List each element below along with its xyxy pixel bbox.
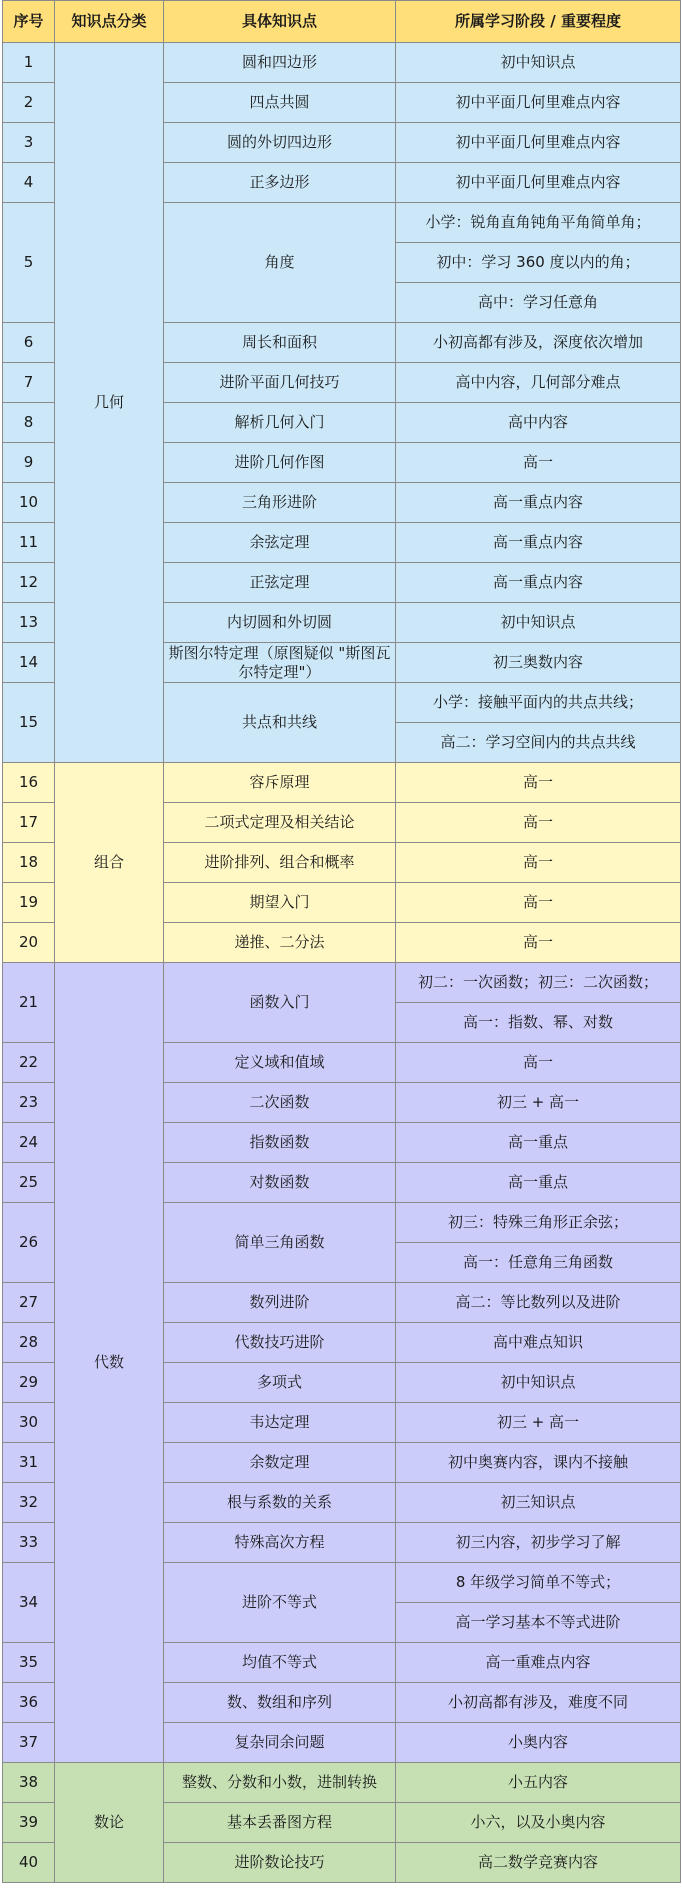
stage-cell: 初三 + 高一: [396, 1403, 681, 1443]
topic-cell: 圆的外切四边形: [164, 123, 396, 163]
topic-cell: 定义域和值域: [164, 1043, 396, 1083]
knowledge-point-table: [2, 0, 681, 1883]
row-number: 29: [3, 1363, 55, 1403]
category-cell: 组合: [55, 763, 164, 963]
topic-cell: 期望入门: [164, 883, 396, 923]
topic-cell: 进阶数论技巧: [164, 1843, 396, 1883]
row-number: 4: [3, 163, 55, 203]
topic-cell: 余弦定理: [164, 523, 396, 563]
row-number: 5: [3, 203, 55, 323]
row-number: 27: [3, 1283, 55, 1323]
stage-cell: 初中知识点: [396, 603, 681, 643]
row-number: 2: [3, 83, 55, 123]
topic-cell: 指数函数: [164, 1123, 396, 1163]
stage-cell: 高中难点知识: [396, 1323, 681, 1363]
header-stage: 所属学习阶段 / 重要程度: [396, 1, 681, 43]
stage-cell: 初三：特殊三角形正余弦；: [396, 1203, 681, 1243]
table-row: [3, 963, 681, 1003]
row-number: 31: [3, 1443, 55, 1483]
stage-cell: 初二：一次函数；初三：二次函数；: [396, 963, 681, 1003]
row-number: 22: [3, 1043, 55, 1083]
row-number: 3: [3, 123, 55, 163]
stage-cell: 高一: [396, 843, 681, 883]
stage-cell: 小学：锐角直角钝角平角简单角；: [396, 203, 681, 243]
stage-cell: 高中内容: [396, 403, 681, 443]
stage-cell: 初中奥赛内容，课内不接触: [396, 1443, 681, 1483]
category-cell: 几何: [55, 43, 164, 763]
topic-cell: 角度: [164, 203, 396, 323]
stage-cell: 高二数学竞赛内容: [396, 1843, 681, 1883]
topic-cell: 简单三角函数: [164, 1203, 396, 1283]
stage-cell: 高一重点内容: [396, 523, 681, 563]
stage-cell: 初三奥数内容: [396, 643, 681, 683]
row-number: 35: [3, 1643, 55, 1683]
stage-cell: 初中平面几何里难点内容: [396, 83, 681, 123]
header-row: [3, 1, 681, 43]
topic-cell: 二次函数: [164, 1083, 396, 1123]
row-number: 12: [3, 563, 55, 603]
row-number: 17: [3, 803, 55, 843]
stage-cell: 高一重点内容: [396, 483, 681, 523]
topic-cell: 整数、分数和小数，进制转换: [164, 1763, 396, 1803]
topic-cell: 根与系数的关系: [164, 1483, 396, 1523]
topic-cell: 进阶几何作图: [164, 443, 396, 483]
topic-cell: 代数技巧进阶: [164, 1323, 396, 1363]
row-number: 28: [3, 1323, 55, 1363]
row-number: 18: [3, 843, 55, 883]
row-number: 9: [3, 443, 55, 483]
row-number: 6: [3, 323, 55, 363]
row-number: 15: [3, 683, 55, 763]
topic-cell: 周长和面积: [164, 323, 396, 363]
topic-cell: 容斥原理: [164, 763, 396, 803]
row-number: 36: [3, 1683, 55, 1723]
topic-cell: 内切圆和外切圆: [164, 603, 396, 643]
topic-cell: 余数定理: [164, 1443, 396, 1483]
table-body: [3, 43, 681, 1883]
stage-cell: 8 年级学习简单不等式；: [396, 1563, 681, 1603]
row-number: 7: [3, 363, 55, 403]
stage-cell: 小初高都有涉及，难度不同: [396, 1683, 681, 1723]
table-row: [3, 763, 681, 803]
stage-cell: 高一重难点内容: [396, 1643, 681, 1683]
stage-cell: 高一: [396, 1043, 681, 1083]
stage-cell: 高一：任意角三角函数: [396, 1243, 681, 1283]
stage-cell: 初中平面几何里难点内容: [396, 163, 681, 203]
stage-cell: 初三 + 高一: [396, 1083, 681, 1123]
topic-cell: 解析几何入门: [164, 403, 396, 443]
row-number: 32: [3, 1483, 55, 1523]
knowledge-table-sheet: [2, 0, 680, 1890]
row-number: 8: [3, 403, 55, 443]
row-number: 38: [3, 1763, 55, 1803]
header-category: 知识点分类: [55, 1, 164, 43]
topic-cell: 正弦定理: [164, 563, 396, 603]
topic-cell: 多项式: [164, 1363, 396, 1403]
stage-cell: 初中知识点: [396, 1363, 681, 1403]
stage-cell: 初三内容，初步学习了解: [396, 1523, 681, 1563]
stage-cell: 高二：学习空间内的共点共线: [396, 723, 681, 763]
topic-cell: 均值不等式: [164, 1643, 396, 1683]
row-number: 39: [3, 1803, 55, 1843]
topic-cell: 进阶平面几何技巧: [164, 363, 396, 403]
stage-cell: 高一: [396, 763, 681, 803]
stage-cell: 高二：等比数列以及进阶: [396, 1283, 681, 1323]
stage-cell: 小五内容: [396, 1763, 681, 1803]
topic-cell: 韦达定理: [164, 1403, 396, 1443]
topic-cell: 函数入门: [164, 963, 396, 1043]
row-number: 20: [3, 923, 55, 963]
topic-cell: 共点和共线: [164, 683, 396, 763]
topic-cell: 进阶排列、组合和概率: [164, 843, 396, 883]
header-no: 序号: [3, 1, 55, 43]
stage-cell: 高一: [396, 923, 681, 963]
stage-cell: 初中平面几何里难点内容: [396, 123, 681, 163]
row-number: 14: [3, 643, 55, 683]
category-cell: 数论: [55, 1763, 164, 1883]
row-number: 10: [3, 483, 55, 523]
topic-cell: 二项式定理及相关结论: [164, 803, 396, 843]
stage-cell: 小初高都有涉及，深度依次增加: [396, 323, 681, 363]
row-number: 19: [3, 883, 55, 923]
header-topic: 具体知识点: [164, 1, 396, 43]
row-number: 25: [3, 1163, 55, 1203]
stage-cell: 高一重点: [396, 1163, 681, 1203]
row-number: 24: [3, 1123, 55, 1163]
topic-cell: 斯图尔特定理（原图疑似 "斯图瓦尔特定理"）: [164, 643, 396, 683]
stage-cell: 初中知识点: [396, 43, 681, 83]
topic-cell: 数列进阶: [164, 1283, 396, 1323]
stage-cell: 高一重点: [396, 1123, 681, 1163]
table-row: [3, 1763, 681, 1803]
stage-cell: 高一: [396, 883, 681, 923]
row-number: 34: [3, 1563, 55, 1643]
stage-cell: 高一：指数、幂、对数: [396, 1003, 681, 1043]
stage-cell: 高中：学习任意角: [396, 283, 681, 323]
row-number: 30: [3, 1403, 55, 1443]
stage-cell: 初中：学习 360 度以内的角；: [396, 243, 681, 283]
topic-cell: 对数函数: [164, 1163, 396, 1203]
stage-cell: 小六，以及小奥内容: [396, 1803, 681, 1843]
category-cell: 代数: [55, 963, 164, 1763]
table-row: [3, 43, 681, 83]
topic-cell: 基本丢番图方程: [164, 1803, 396, 1843]
row-number: 16: [3, 763, 55, 803]
stage-cell: 小学：接触平面内的共点共线；: [396, 683, 681, 723]
topic-cell: 进阶不等式: [164, 1563, 396, 1643]
topic-cell: 复杂同余问题: [164, 1723, 396, 1763]
stage-cell: 高中内容，几何部分难点: [396, 363, 681, 403]
stage-cell: 高一: [396, 443, 681, 483]
row-number: 23: [3, 1083, 55, 1123]
topic-cell: 特殊高次方程: [164, 1523, 396, 1563]
row-number: 26: [3, 1203, 55, 1283]
stage-cell: 高一: [396, 803, 681, 843]
row-number: 40: [3, 1843, 55, 1883]
row-number: 33: [3, 1523, 55, 1563]
stage-cell: 初三知识点: [396, 1483, 681, 1523]
row-number: 37: [3, 1723, 55, 1763]
row-number: 11: [3, 523, 55, 563]
topic-cell: 数、数组和序列: [164, 1683, 396, 1723]
row-number: 21: [3, 963, 55, 1043]
topic-cell: 圆和四边形: [164, 43, 396, 83]
stage-cell: 高一重点内容: [396, 563, 681, 603]
row-number: 13: [3, 603, 55, 643]
topic-cell: 正多边形: [164, 163, 396, 203]
stage-cell: 小奥内容: [396, 1723, 681, 1763]
topic-cell: 三角形进阶: [164, 483, 396, 523]
stage-cell: 高一学习基本不等式进阶: [396, 1603, 681, 1643]
topic-cell: 递推、二分法: [164, 923, 396, 963]
row-number: 1: [3, 43, 55, 83]
topic-cell: 四点共圆: [164, 83, 396, 123]
